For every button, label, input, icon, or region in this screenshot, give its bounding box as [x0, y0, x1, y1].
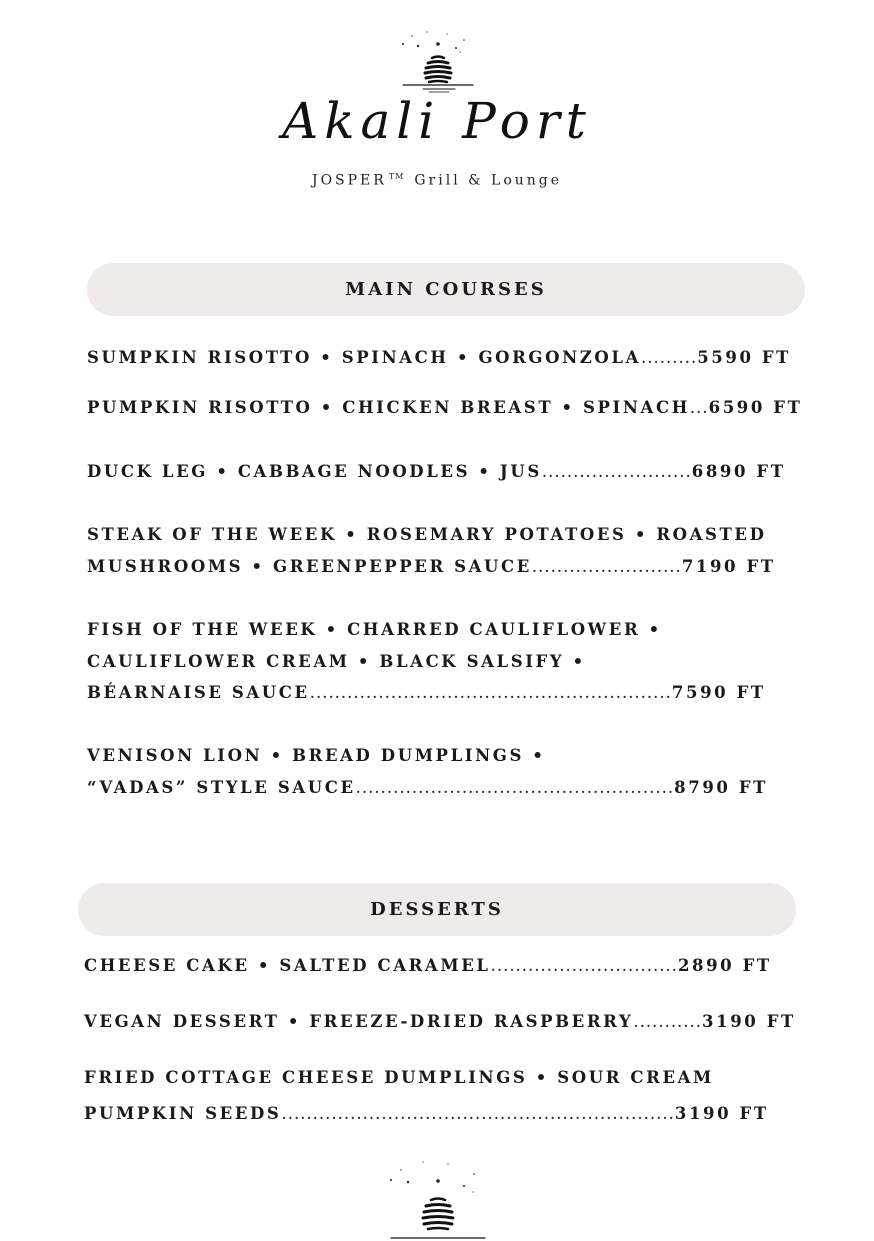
sunset-logo-icon: [377, 1152, 497, 1241]
dot-leader: ........................: [541, 462, 692, 481]
item-price: 3190 FT: [702, 1012, 796, 1031]
item-name-line: FISH OF THE WEEK • CHARRED CAULIFLOWER •: [87, 620, 662, 639]
menu-item: [84, 1061, 769, 1134]
item-price: 7190 FT: [681, 556, 776, 576]
brand-subtitle: [0, 172, 874, 189]
dot-leader: .........: [640, 348, 698, 367]
item-price: 5590 FT: [697, 348, 792, 367]
menu-item: [87, 342, 791, 374]
section-header-main-courses: [87, 263, 805, 316]
item-price: 6590 FT: [708, 398, 803, 417]
menu-item: [87, 519, 776, 582]
dot-leader: ...........: [633, 1012, 703, 1031]
item-price: 7590 FT: [671, 683, 766, 702]
subtitle-josper: JOSPER: [311, 172, 387, 189]
sunset-logo-icon: [387, 24, 487, 100]
section-header-desserts: [78, 883, 796, 936]
item-price: 3190 FT: [674, 1104, 769, 1123]
item-name: VEGAN DESSERT • FREEZE-DRIED RASPBERRY: [84, 1012, 634, 1031]
item-name-line: MUSHROOMS • GREENPEPPER SAUCE: [87, 556, 532, 576]
item-name-line: FRIED COTTAGE CHEESE DUMPLINGS • SOUR CREAM: [84, 1068, 714, 1087]
menu-item: [87, 614, 766, 709]
dot-leader: ...............................................................: [281, 1104, 675, 1123]
dot-leader: ..........................................................: [309, 683, 672, 702]
item-name-line: STEAK OF THE WEEK • ROSEMARY POTATOES • ROASTED: [87, 525, 767, 544]
item-name-line: VENISON LION • BREAD DUMPLINGS •: [87, 746, 546, 765]
menu-item: [87, 740, 768, 803]
dot-leader: ...: [689, 398, 709, 417]
section-title: DESSERTS: [370, 899, 504, 920]
menu-item: [84, 950, 772, 982]
subtitle-grill-lounge: Grill & Lounge: [414, 172, 563, 189]
dot-leader: ..............................: [490, 956, 678, 975]
item-name-line: PUMPKIN SEEDS: [84, 1104, 282, 1123]
item-price: 2890 FT: [677, 956, 772, 975]
menu-item: [84, 1006, 796, 1038]
dot-leader: ........................: [531, 556, 682, 576]
item-name-line: CAULIFLOWER CREAM • BLACK SALSIFY •: [87, 651, 586, 671]
menu-item: [87, 456, 786, 488]
item-name: CHEESE CAKE • SALTED CARAMEL: [84, 956, 491, 975]
section-title: MAIN COURSES: [345, 279, 547, 300]
brand-name: Akali Port: [282, 92, 592, 150]
item-name: DUCK LEG • CABBAGE NOODLES • JUS: [87, 462, 542, 481]
item-price: 8790 FT: [674, 777, 769, 797]
item-name: SUMPKIN RISOTTO • SPINACH • GORGONZOLA: [87, 348, 641, 367]
item-name: PUMPKIN RISOTTO • CHICKEN BREAST • SPINACH: [87, 398, 690, 417]
item-name-line: BÉARNAISE SAUCE: [87, 683, 310, 702]
dot-leader: ...................................................: [355, 777, 675, 797]
item-name-line: “VADAS” STYLE SAUCE: [87, 777, 356, 797]
trademark-mark: TM: [388, 172, 405, 181]
menu-item: [87, 392, 803, 424]
item-price: 6890 FT: [691, 462, 786, 481]
